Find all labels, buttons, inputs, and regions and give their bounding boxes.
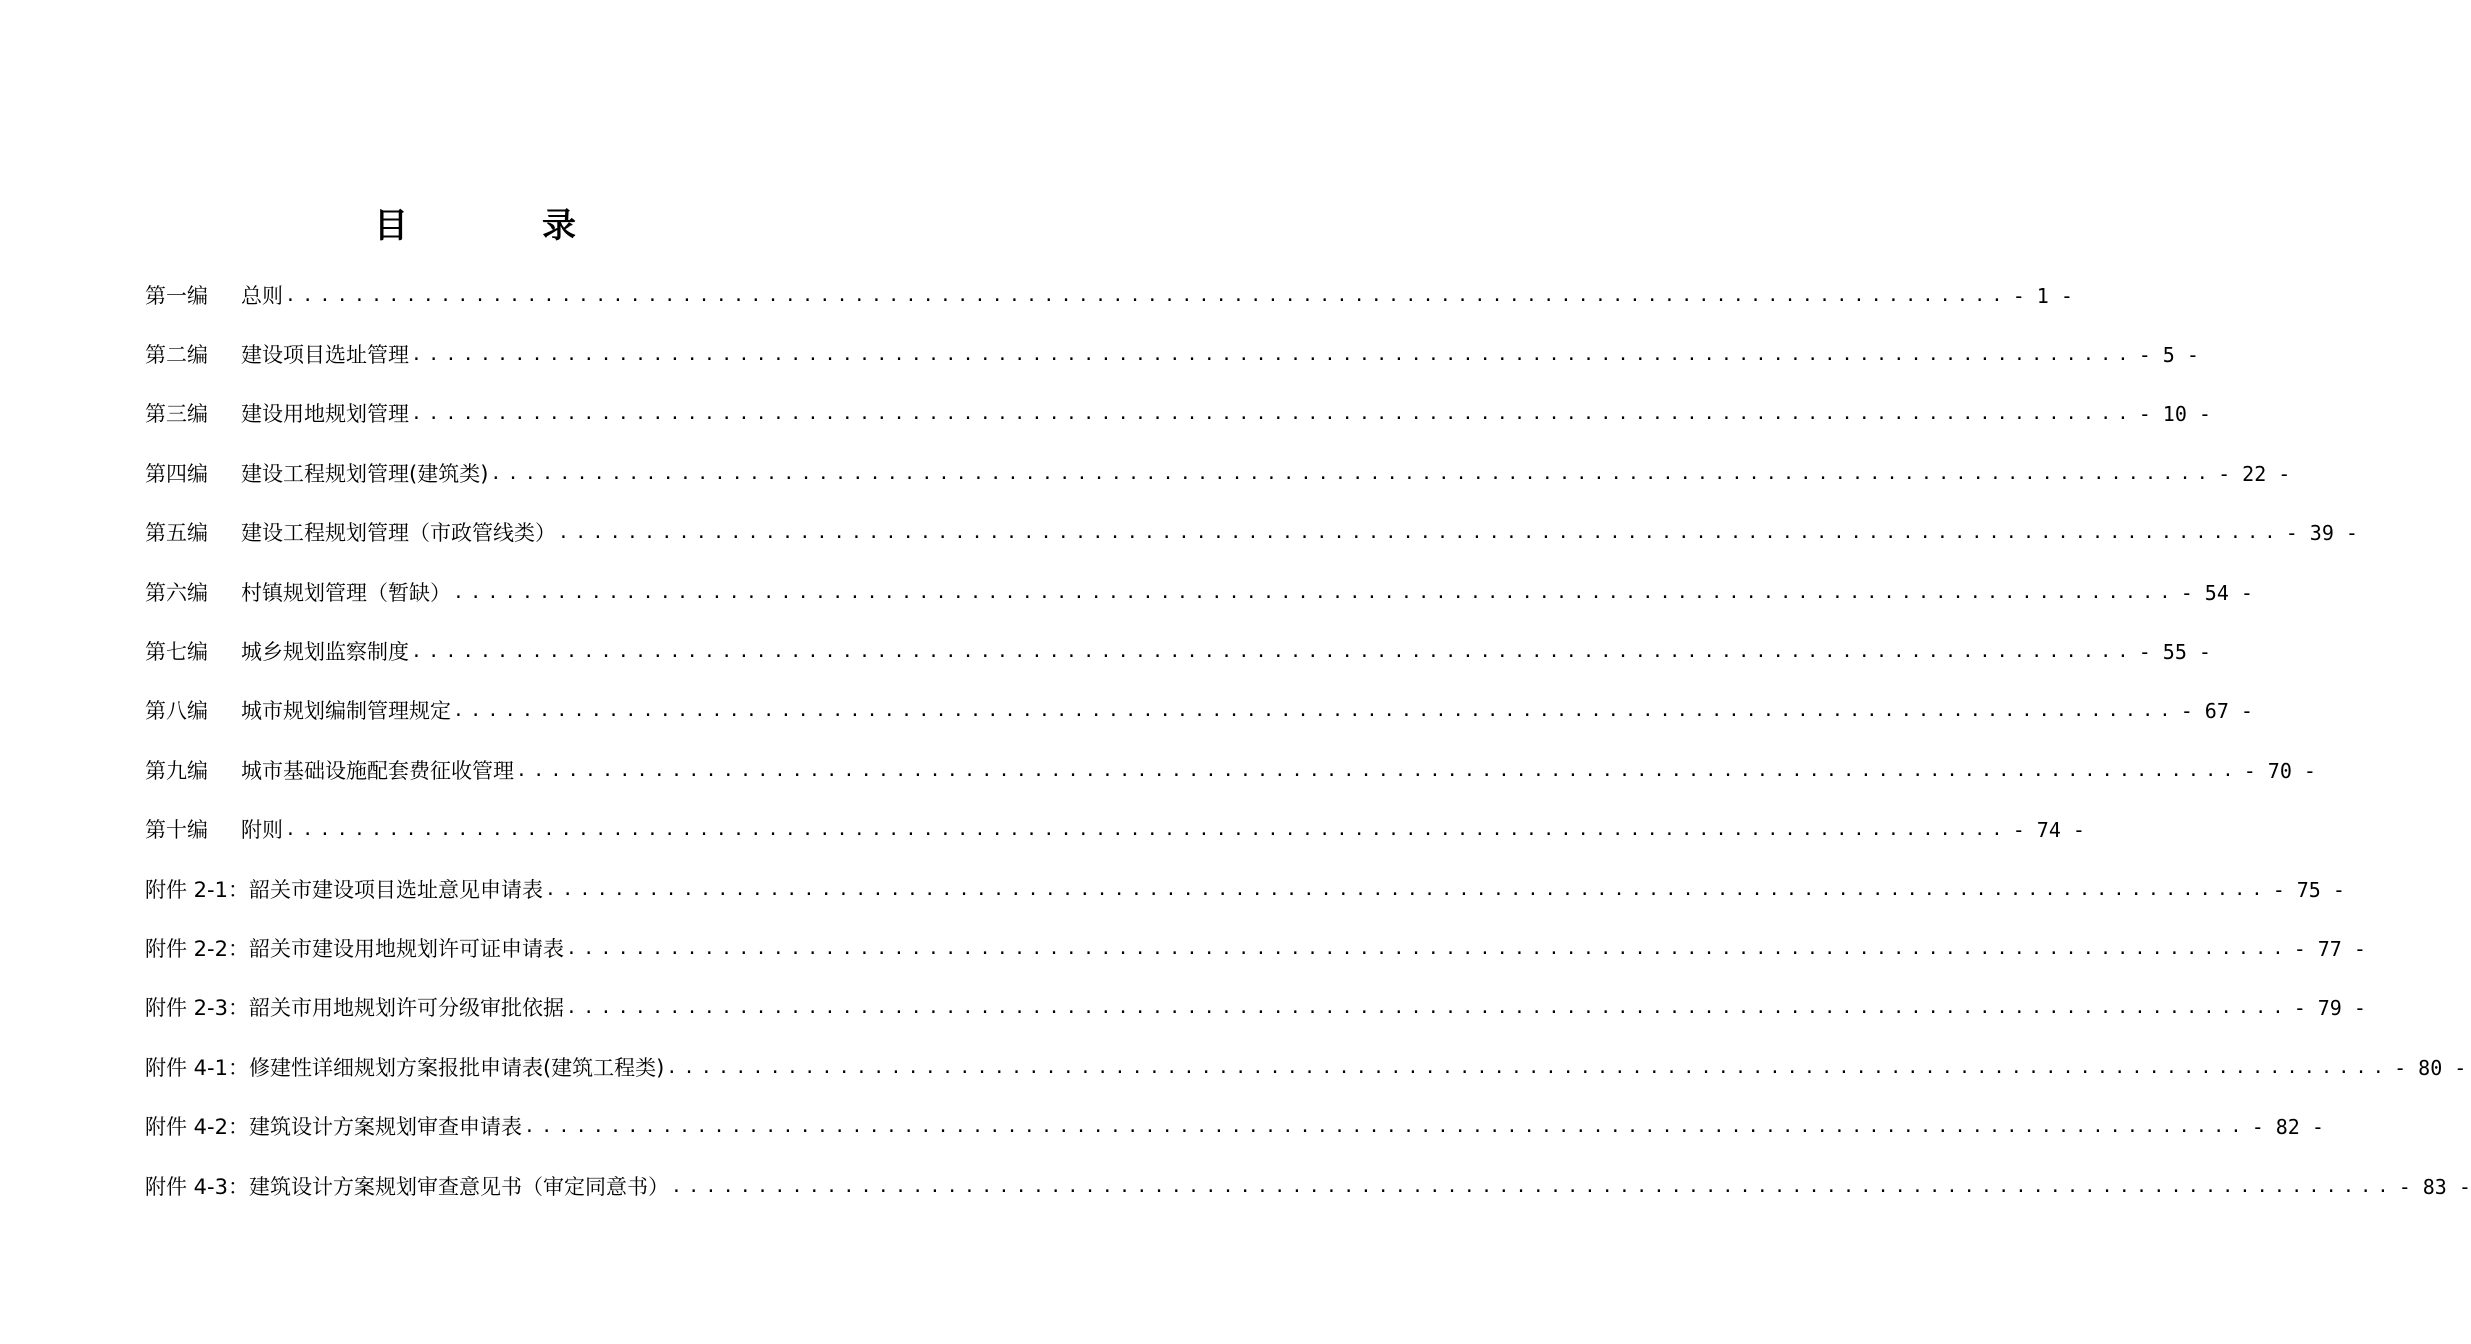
toc-dot-leader: ....................................................................................................: [565, 937, 2290, 959]
toc-entry-label: [145, 515, 556, 551]
toc-dot-leader: ....................................................................................................: [544, 878, 2269, 900]
toc-dot-leader: ....................................................................................................: [285, 819, 2009, 841]
toc-entry-label: [145, 872, 543, 908]
toc-entry-page-number: - 5 -: [2138, 343, 2199, 368]
toc-entry-number: 第二编: [145, 343, 208, 368]
toc-entry-number: 附件 2-2：: [145, 936, 249, 961]
toc-entry-number: 附件 2-3：: [145, 996, 249, 1021]
toc-entry-label: [145, 1109, 522, 1145]
toc-entry-title: 韶关市建设用地规划许可证申请表: [248, 936, 564, 961]
toc-entry[interactable]: [145, 385, 2211, 444]
toc-entry-title: 修建性详细规划方案报批申请表(建筑工程类): [248, 1055, 665, 1080]
toc-entry-label: [145, 990, 564, 1026]
toc-entry-title: 城乡规划监察制度: [241, 640, 409, 665]
toc-entry-number: 第七编: [145, 640, 208, 665]
toc-dot-leader: ....................................................................................................: [411, 403, 2135, 425]
toc-entry[interactable]: [145, 563, 2253, 622]
toc-entry[interactable]: [145, 1157, 2471, 1216]
toc-entry-page-number: - 79 -: [2293, 996, 2366, 1021]
toc-entry-page-number: - 54 -: [2180, 580, 2253, 605]
toc-entry-title: 城市规划编制管理规定: [241, 699, 451, 724]
toc-entry-label: [145, 337, 409, 373]
toc-entry-title: 建设工程规划管理（市政管线类）: [241, 521, 556, 546]
toc-dot-leader: ....................................................................................................: [516, 759, 2240, 781]
toc-entry-label: [145, 1050, 664, 1086]
toc-entry-page-number: - 39 -: [2285, 521, 2358, 546]
toc-entry[interactable]: [145, 325, 2199, 384]
toc-entry-number: 附件 4-1：: [145, 1055, 249, 1080]
toc-list: [145, 266, 2471, 1216]
toc-entry-page-number: - 74 -: [2012, 818, 2085, 843]
page-title: 目 录: [374, 206, 626, 246]
toc-entry-title: 韶关市用地规划许可分级审批依据: [248, 996, 564, 1021]
toc-entry[interactable]: [145, 444, 2291, 503]
toc-entry-label: [145, 693, 451, 729]
toc-entry-title: 村镇规划管理（暂缺）: [241, 580, 451, 605]
toc-entry-page-number: - 82 -: [2251, 1115, 2324, 1140]
toc-dot-leader: ....................................................................................................: [558, 522, 2282, 544]
toc-entry-page-number: - 70 -: [2243, 758, 2316, 783]
toc-entry[interactable]: [145, 860, 2345, 919]
toc-entry-title: 建设用地规划管理: [241, 402, 409, 427]
toc-entry-number: 第三编: [145, 402, 208, 427]
toc-entry[interactable]: [145, 266, 2073, 325]
toc-entry-title: 韶关市建设项目选址意见申请表: [248, 877, 543, 902]
toc-dot-leader: ....................................................................................................: [666, 1056, 2391, 1078]
toc-entry-label: [145, 753, 514, 789]
toc-entry-page-number: - 75 -: [2272, 877, 2345, 902]
toc-entry-label: [145, 812, 283, 848]
toc-entry-number: 附件 4-3：: [145, 1174, 249, 1199]
toc-entry[interactable]: [145, 622, 2211, 681]
toc-entry-label: [145, 456, 488, 492]
toc-entry-title: 建设工程规划管理(建筑类): [241, 461, 489, 486]
toc-entry-number: 附件 4-2：: [145, 1115, 249, 1140]
toc-entry-number: 第九编: [145, 758, 208, 783]
toc-entry-number: 附件 2-1：: [145, 877, 249, 902]
toc-entry-number: 第一编: [145, 283, 208, 308]
toc-entry-page-number: - 77 -: [2293, 936, 2366, 961]
toc-entry-page-number: - 1 -: [2012, 283, 2073, 308]
toc-entry-label: [145, 931, 564, 967]
toc-dot-leader: ....................................................................................................: [411, 344, 2135, 366]
toc-entry-title: 城市基础设施配套费征收管理: [241, 758, 514, 783]
toc-dot-leader: ....................................................................................................: [565, 997, 2290, 1019]
toc-entry-title: 总则: [241, 283, 283, 308]
toc-entry-page-number: - 83 -: [2398, 1174, 2471, 1199]
toc-entry[interactable]: [145, 1097, 2324, 1156]
toc-entry[interactable]: [145, 1038, 2467, 1097]
toc-entry-label: [145, 278, 283, 314]
toc-dot-leader: ....................................................................................................: [523, 1116, 2248, 1138]
toc-entry-number: 第六编: [145, 580, 208, 605]
toc-entry-page-number: - 22 -: [2218, 461, 2291, 486]
toc-entry-label: [145, 1169, 669, 1205]
toc-entry-number: 第五编: [145, 521, 208, 546]
toc-entry[interactable]: [145, 504, 2358, 563]
toc-entry-title: 建设项目选址管理: [241, 343, 409, 368]
toc-entry-number: 第八编: [145, 699, 208, 724]
toc-entry-page-number: - 80 -: [2394, 1055, 2467, 1080]
toc-dot-leader: ....................................................................................................: [453, 700, 2177, 722]
toc-entry-title: 建筑设计方案规划审查意见书（审定同意书）: [248, 1174, 669, 1199]
toc-entry-number: 第十编: [145, 818, 208, 843]
toc-entry[interactable]: [145, 741, 2316, 800]
toc-entry[interactable]: [145, 682, 2253, 741]
toc-entry-label: [145, 575, 451, 611]
toc-entry-page-number: - 55 -: [2138, 640, 2211, 665]
toc-dot-leader: ....................................................................................................: [490, 462, 2215, 484]
toc-dot-leader: ....................................................................................................: [670, 1175, 2395, 1197]
toc-dot-leader: ....................................................................................................: [285, 284, 2009, 306]
toc-entry-number: 第四编: [145, 461, 208, 486]
toc-entry-title: 建筑设计方案规划审查申请表: [248, 1115, 522, 1140]
toc-entry-label: [145, 396, 409, 432]
toc-entry-label: [145, 634, 409, 670]
toc-dot-leader: ....................................................................................................: [411, 641, 2135, 663]
toc-entry[interactable]: [145, 801, 2085, 860]
toc-entry[interactable]: [145, 919, 2366, 978]
toc-entry-page-number: - 67 -: [2180, 699, 2253, 724]
toc-entry-page-number: - 10 -: [2138, 402, 2211, 427]
toc-entry-title: 附则: [241, 818, 283, 843]
toc-entry[interactable]: [145, 979, 2366, 1038]
toc-dot-leader: ....................................................................................................: [453, 581, 2177, 603]
